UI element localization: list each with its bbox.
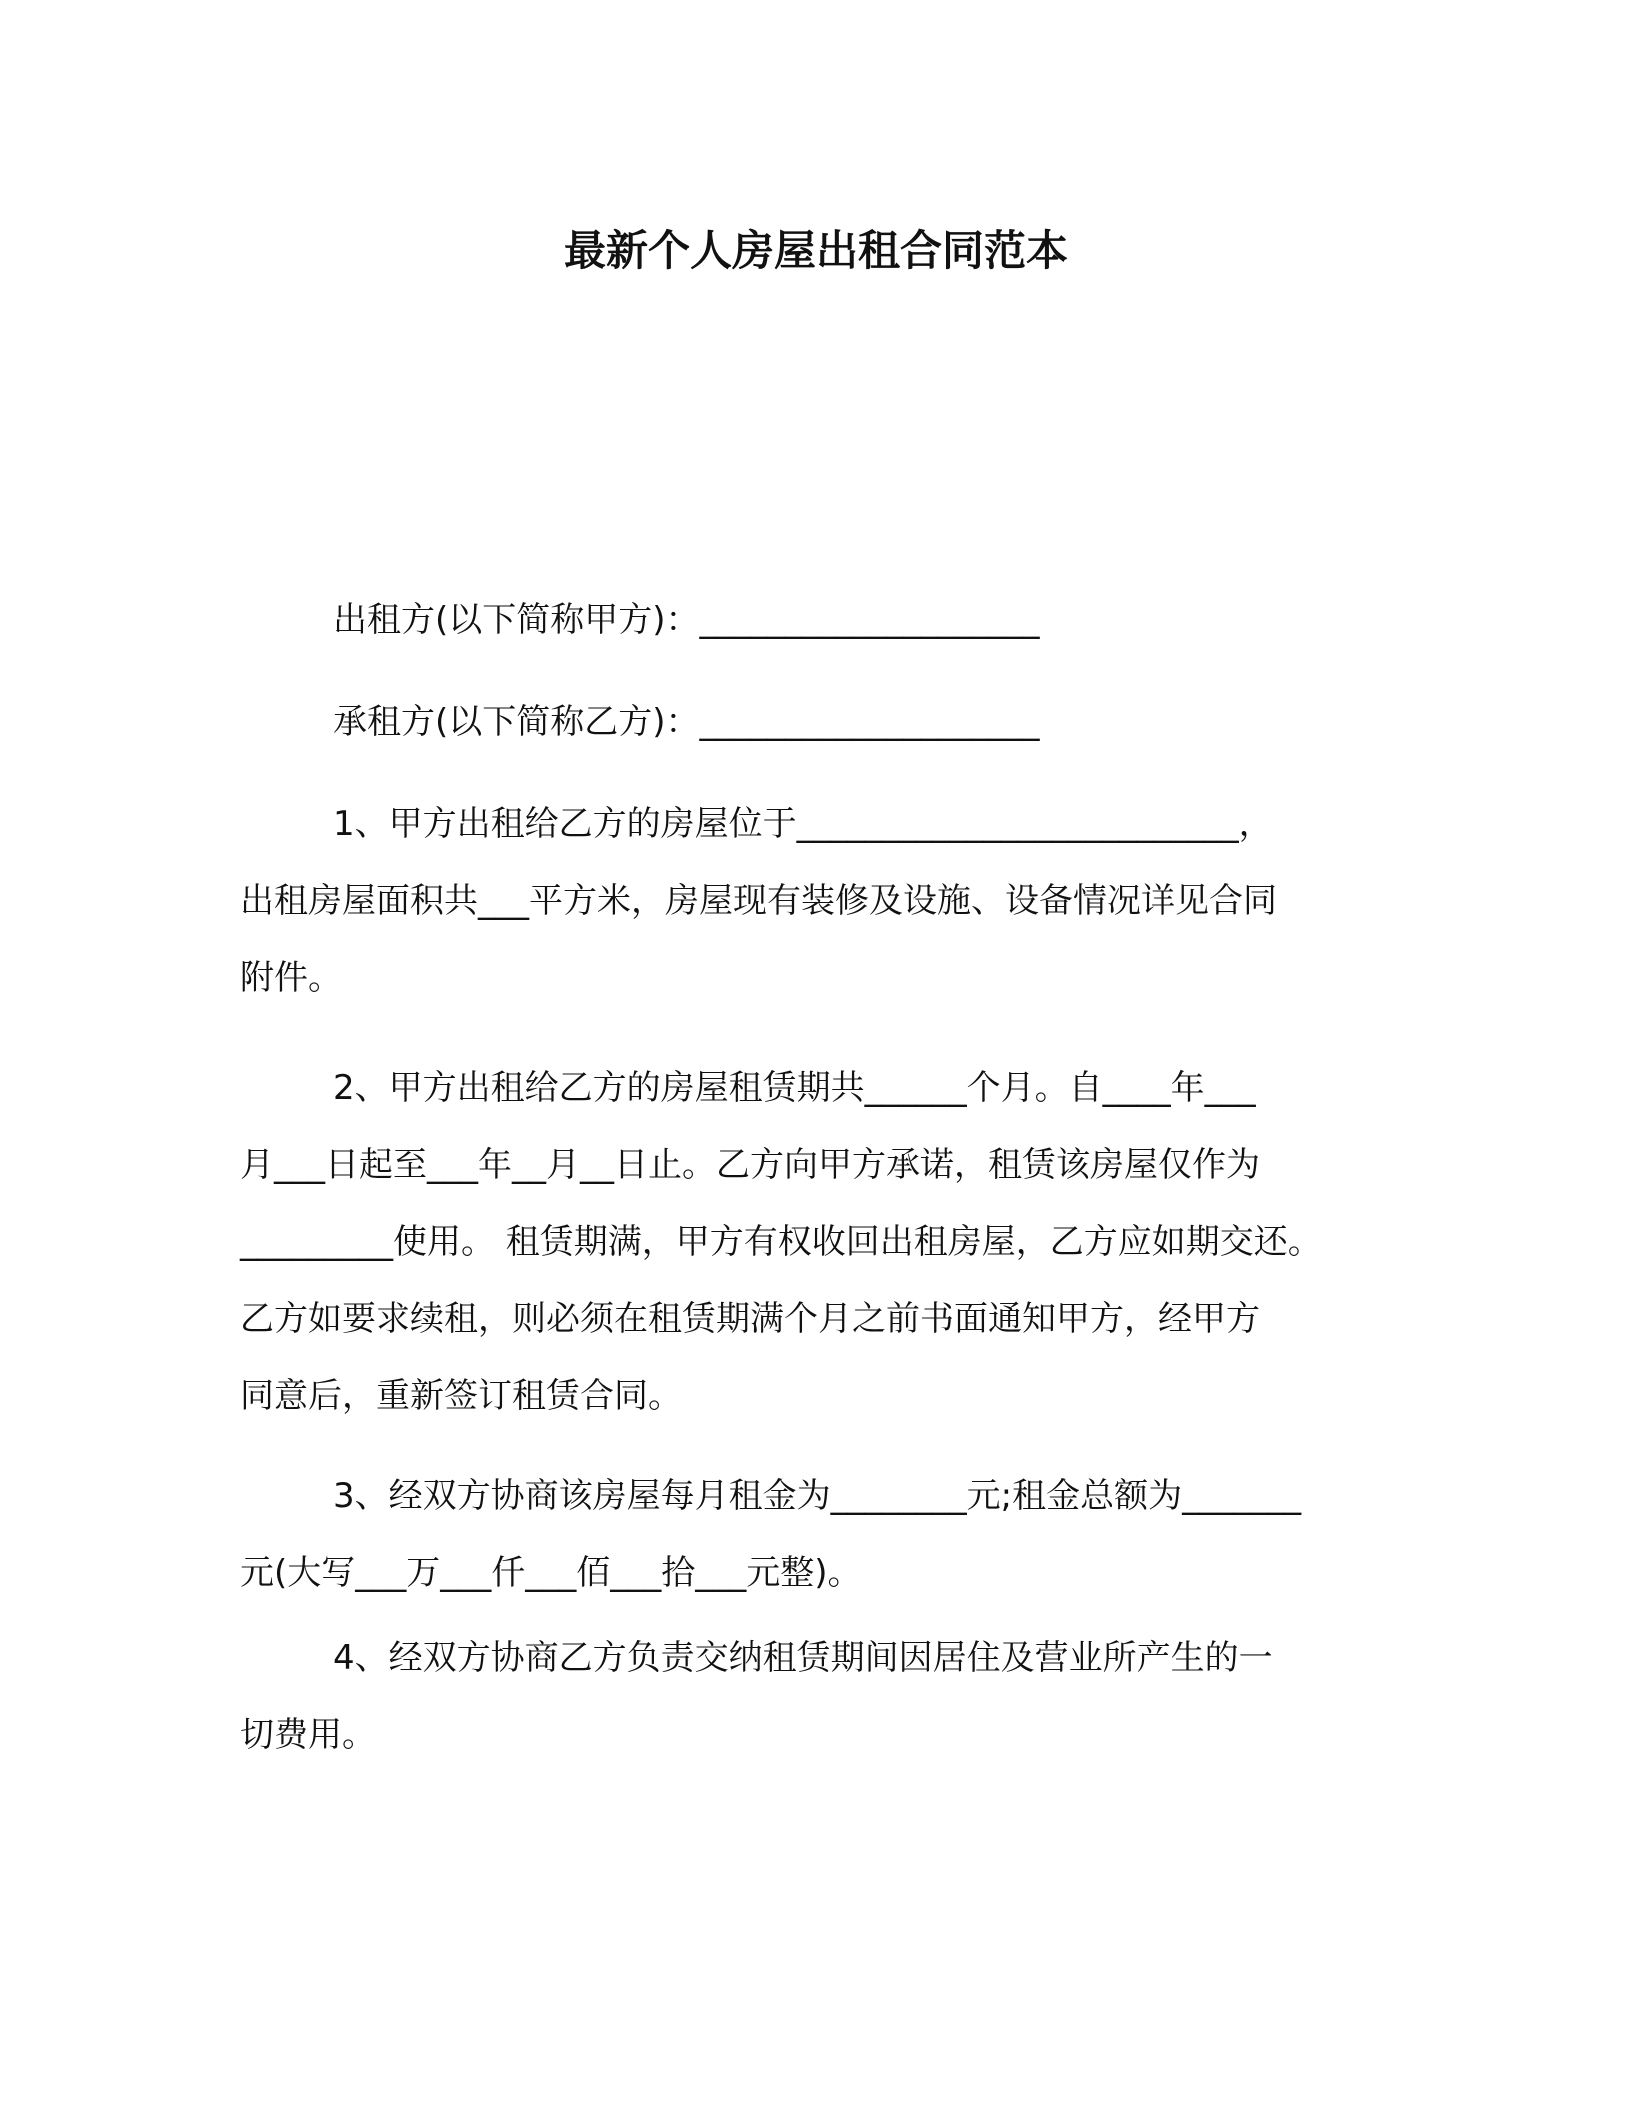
clause-2-line-2: 月___日起至___年__月__日止。乙方向甲方承诺，租赁该房屋仅作为 bbox=[240, 1145, 1260, 1185]
clause-4-line-1: 4、经双方协商乙方负责交纳租赁期间因居住及营业所产生的一 bbox=[333, 1638, 1273, 1678]
party-a-text: 出租方(以下简称甲方)：____________________ bbox=[333, 600, 1040, 640]
clause-2-line-5: 同意后，重新签订租赁合同。 bbox=[240, 1376, 682, 1416]
clause-1-line-3: 附件。 bbox=[240, 958, 342, 998]
clause-2-line-4: 乙方如要求续租，则必须在租赁期满个月之前书面通知甲方，经甲方 bbox=[240, 1299, 1260, 1339]
clause-1-line-1: 1、甲方出租给乙方的房屋位于__________________________， bbox=[333, 804, 1273, 844]
clause-4 bbox=[240, 1620, 1420, 1774]
clause-4-line-2: 切费用。 bbox=[240, 1715, 376, 1755]
clause-2 bbox=[240, 1050, 1420, 1435]
party-b-text: 承租方(以下简称乙方)：____________________ bbox=[333, 702, 1040, 742]
clause-3-line-1: 3、经双方协商该房屋每月租金为________元;租金总额为_______ bbox=[333, 1476, 1302, 1516]
clause-1-line-2: 出租房屋面积共___平方米，房屋现有装修及设施、设备情况详见合同 bbox=[240, 881, 1277, 921]
document-title: 最新个人房屋出租合同范本 bbox=[563, 226, 1068, 275]
clause-3 bbox=[240, 1458, 1420, 1612]
clause-3-line-2: 元(大写___万___仟___佰___拾___元整)。 bbox=[240, 1553, 862, 1593]
party-a-line bbox=[240, 582, 1420, 659]
clause-1 bbox=[240, 786, 1420, 1017]
clause-2-line-3: _________使用。 租赁期满，甲方有权收回出租房屋，乙方应如期交还。 bbox=[240, 1222, 1322, 1262]
party-b-line bbox=[240, 684, 1420, 761]
clause-2-line-1: 2、甲方出租给乙方的房屋租赁期共______个月。自____年___ bbox=[333, 1068, 1256, 1108]
